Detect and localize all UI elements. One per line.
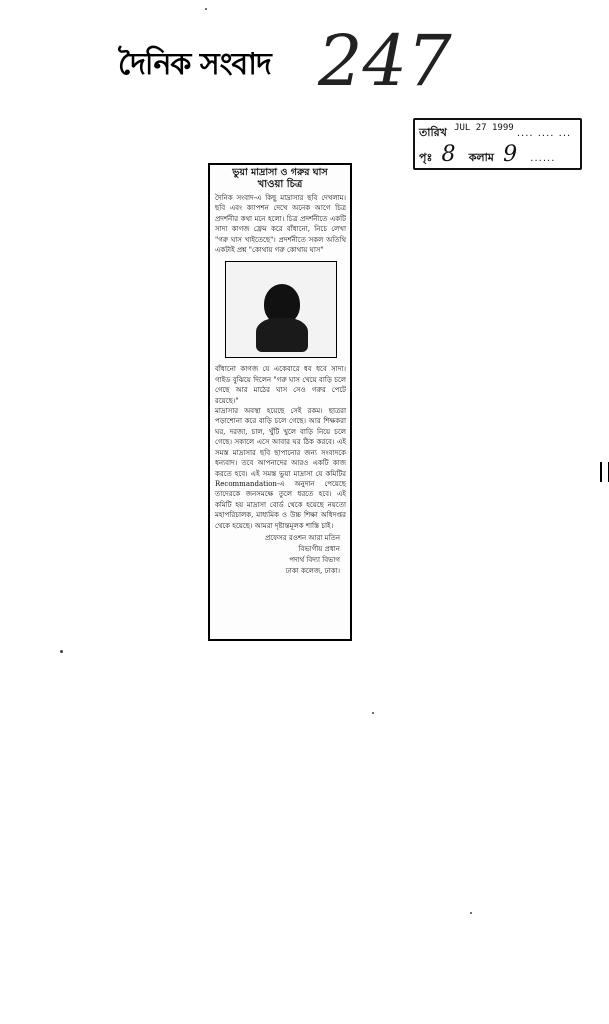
scan-speck <box>205 8 207 10</box>
scan-speck <box>372 712 374 714</box>
scan-edge-mark <box>600 462 609 482</box>
scan-speck <box>470 912 472 914</box>
column-value: 9 <box>503 142 518 167</box>
date-label: তারিখ <box>419 126 447 139</box>
newspaper-masthead: দৈনিক সংবাদ <box>118 47 271 82</box>
signature-institution: ঢাকা কলেজ, ঢাকা। <box>285 566 340 575</box>
signature-title: বিভাগীয় প্রধান <box>298 544 340 553</box>
signature-name: প্রফেসর রওশন আরা মতিন <box>265 533 340 542</box>
page-value: 8 <box>441 142 456 167</box>
letter-signature <box>215 533 346 577</box>
date-value: JUL 27 1999 <box>454 123 514 133</box>
clipping-headline: ভুয়া মাদ্রাসা ও গরুর ঘাস <box>232 167 328 178</box>
page-label: পৃঃ <box>419 151 433 164</box>
clipping-paragraph-1: দৈনিক সংবাদ-এ কিছু মাদ্রাসার ছবি দেখলাম। ছবি এবং ক্যাপশন দেখে অনেক আগে চিত্র প্রদর্শনীর কথা মনে হলো। চিত্র প্রদর্শনীতে একটি সাদা কাগজ ফ্রেম করে বাঁধানো, নিচে লেখা "গরু ঘাস খাইতেছে"। প্রদর্শনীতে সকল অতিথি একটাই প্রশ্ন "কোথায় গরু কোথায় ঘাস" <box>215 194 346 255</box>
clipping-subhead: খাওয়া চিত্র <box>257 179 303 190</box>
clipping-paragraph-3: মাদ্রাসার অবস্থা হয়েছে সেই রকম। ছাত্ররা পড়াশোনা করে বাড়ি চলে গেছে। আর শিক্ষকরা ঘর, দরজা, চাল, খুঁটি খুলে বাড়ি নিয়ে চলে গেছে। সকালে এসে আবার ঘর ঠিক করবে। এই সমস্ত মাদ্রাসার ছবি ছাপানোর জন্য সংবাদকে ধন্যবাদ। তবে আপনাদের আরও একটি কাজ করতে হবে। এই সমস্ত ভুয়া মাদ্রাসা যে কমিটির Recommandation-এ অনুদান পেয়েছে তাদেরকে জনসমক্ষে তুলে ধরতে হবে। এই কমিটি হয় মাদ্রাসা বোর্ড থেকে হয়েছে নয়তো মহাপরিচালক, মাধ্যমিক ও উচ্চ শিক্ষা অধিদপ্তর থেকে হয়েছে। আমরা দৃষ্টান্তমূলক শাস্তি চাই। <box>215 407 346 530</box>
column-label: কলাম <box>468 151 494 164</box>
clipping-body <box>210 191 350 577</box>
clipping-photo <box>225 261 337 358</box>
scan-speck <box>60 650 63 653</box>
date-stamp: তারিখ JUL 27 1999 .... .... ... পৃঃ 8 কলাম 9 ...... <box>413 118 582 170</box>
newspaper-clipping <box>208 163 352 641</box>
signature-department: পদার্থ বিদ্যা বিভাগ <box>289 555 340 564</box>
photo-figure-base <box>256 318 308 352</box>
clipping-paragraph-2: বাঁধানো কাগজ যে একেবারে ধব ধবে সাদা। গাইড বুঝিয়ে দিলেন "গরু ঘাস খেয়ে বাড়ি চলে গেছে আর মাঠের ঘাস সেও গরুর পেটে রয়েছে।" <box>215 365 346 405</box>
handwritten-file-number: 247 <box>318 20 452 102</box>
